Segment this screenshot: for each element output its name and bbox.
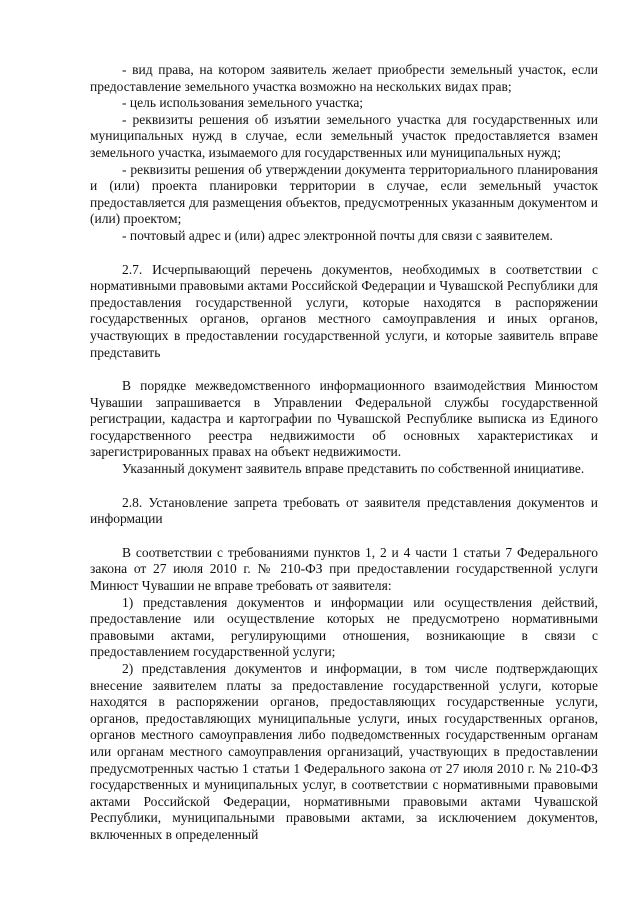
spacer <box>90 528 598 545</box>
paragraph-item-2: 2) представления документов и информации, в том числе подтверждающих внесение заявителем платы за предоставление государственной услуги, которые находятся в распоряжении органов, предоставляющих государственные услуги, органов, предоставляющих муниципальные услуги, иных государственных органов, органов местного самоуправления либо подведомственных государственным органам или органам местного самоуправления организаций, участвующих в предоставлении предусмотренных частью 1 статьи 1 Федерального закона от 27 июля 2010 г. № 210-ФЗ государственных и муниципальных услуг, в соответствии с нормативными правовыми актами Российской Федерации, нормативными правовыми актами Чувашской Республики, муниципальными правовыми актами, за исключением документов, включенных в определенный <box>90 661 598 842</box>
section-2-8-title: 2.8. Установление запрета требовать от заявителя представления документов и информации <box>90 494 598 527</box>
list-item-seizure-decision: - реквизиты решения об изъятии земельного участка для государственных или муниципальных нужд в случае, если земельный участок предоставляется взамен земельного участка, изымаемого для государственных или муниципальных нужд; <box>90 111 598 160</box>
paragraph-requirements-intro: В соответствии с требованиями пунктов 1, 2 и 4 части 1 статьи 7 Федерального закона от 27 июля 2010 г. № 210-ФЗ при предоставлении государственной услуги Минюст Чувашии не вправе требовать от заявителя: <box>90 544 598 594</box>
paragraph-item-1: 1) представления документов и информации или осуществления действий, предоставление или осуществление которых не предусмотрено нормативными правовыми актами, регулирующими отношения, возникающие в связи с предоставлением государственной услуги; <box>90 594 598 660</box>
spacer <box>90 478 598 495</box>
paragraph-interagency-request: В порядке межведомственного информационного взаимодействия Минюстом Чувашии запрашивается в Управлении Федеральной службы государственной регистрации, кадастра и картографии по Чувашской Республике выписка из Единого государственного реестра недвижимости об основных характеристиках и зарегистрированных правах на объект недвижимости. <box>90 378 598 460</box>
document-body <box>90 62 598 844</box>
spacer <box>90 245 598 262</box>
list-item-land-purpose: - цель использования земельного участка; <box>122 95 364 111</box>
section-2-7-title: 2.7. Исчерпывающий перечень документов, необходимых в соответствии с нормативными правовыми актами Российской Федерации и Чувашской Республики для предоставления государственной услуги, которые находятся в распоряжении государственных органов, органов местного самоуправления и иных органов, участвующих в предоставлении государственной услуги, и которые заявитель вправе представить <box>90 261 598 360</box>
paragraph-own-initiative: Указанный документ заявитель вправе представить по собственной инициативе. <box>122 461 585 477</box>
list-item-right-type: - вид права, на котором заявитель желает приобрести земельный участок, если предоставление земельного участка возможно на нескольких видах прав; <box>90 62 598 94</box>
list-item-contact-address: - почтовый адрес и (или) адрес электронной почты для связи с заявителем. <box>122 227 553 243</box>
spacer <box>90 361 598 378</box>
list-item-planning-decision: - реквизиты решения об утверждении документа территориального планирования и (или) проекта планировки территории в случае, если земельный участок предоставляется для размещения объектов, предусмотренных указанным документом и (или) проектом; <box>90 161 598 227</box>
